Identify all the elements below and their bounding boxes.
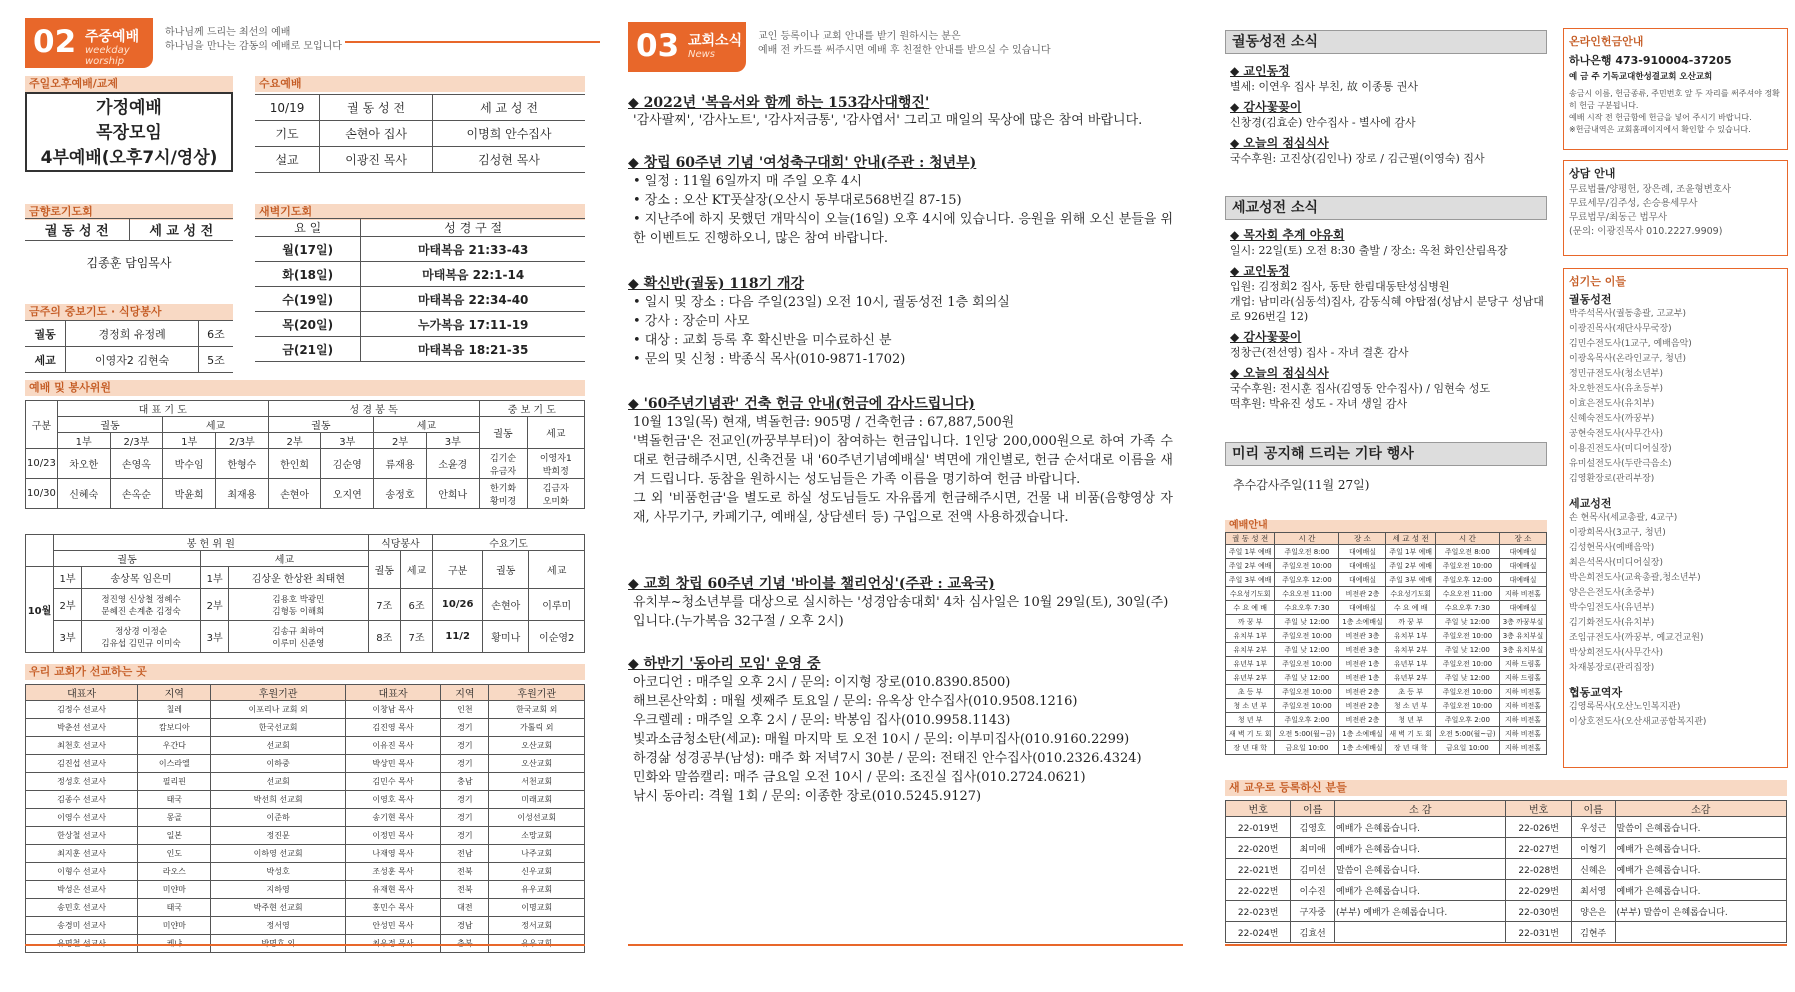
staff-item: 이효은전도사(유치부) [1569, 399, 1655, 409]
register-table: 번호 이름 소 감 번호 이름 소감 22-019번 김영호 예배가 은혜롭습니다. 22-026번 우성근 말씀이 은혜롭습니다. 22-020번 최미애 예배가 은혜롭습니다. 22-027번 이형기 예배가 은혜롭습니다. 22-021번 김미선 말씀이 은혜롭습니다. 22-028번 신혜은 예배가 은혜롭습니다. 22-022번 이수진 예배가 은혜롭습니다. 22-029번 최서영 예배가 은혜롭습니다. 22-023번 구자중 (부부) 예배가 은혜롭습니다. 22-030번 양은은 (부부) 말씀이 은혜롭습니다. 22-024번 김효선 22-031번 김현주 [1225, 800, 1787, 943]
staff-item: 조임규전도사(까꿍부, 예교건교원) [1569, 633, 1704, 643]
mission-table: 대표자 지역 후원기관 대표자 지역 후원기관 김정수 선교사 칠레 이포리나 교회 외 이창남 목사 인천 한국교회 외 박춘선 선교사 캄보디아 한국선교회 김진영 목사 경기 가톨릭 외 최천호 선교사 우간다 선교회 이유진 목사 경기 오산교회 김진섭 선교사 이스라엘 이하중 박상민 목사 경기 오산교회 정성호 선교사 필리핀 선교회 김민수 목사 충남 서천교회 김종수 선교사 태국 박선희 선교회 이영호 목사 경기 미래교회 이영수 선교사 몽골 이준하 송기현 목사 경기 이성선교회 한상철 선교사 일본 정진문 이정민 목사 경기 소망교회 최지훈 선교사 인도 이하영 선교회 나재영 목사 전남 나주교회 이형수 선교사 라오스 박성호 조성훈 목사 전북 신우교회 박성은 선교사 미얀마 지하영 유재현 목사 전북 유우교회 송민호 선교사 태국 박주현 선교회 홍민수 목사 대전 이명교회 송경미 선교사 미얀마 정서영 안성민 목사 경남 정서교회 [25, 684, 585, 953]
worship-row: 초 등 부 주일오전 10:00 비전관 2층 초 등 부 주일오전 10:00 지하 비전홀 [1226, 685, 1547, 699]
mission-row: 송경미 선교사 미얀마 정서영 안성민 목사 경남 정서교회 [26, 917, 585, 935]
staff-item: 박주석목사(궐동총괄, 고교부) [1569, 309, 1687, 319]
prayer-table: 궐동 경정희 유정례 6조 세교 이영자2 김현숙 5조 [25, 320, 233, 373]
page3-number-box [628, 22, 746, 72]
offering-table: 봉 헌 위 원 식당봉사 수요기도 궐동 세교 궐동 세교 구분 궐동 세교 10월 1부 송상목 임은미 1부 김상운 한상완 최태현 2부 정진영 신상철 정혜수 문혜진 손계춘 김정숙 2부 김용호 박광민 김형동 이해희 7조 6조 10/26 손현아 이루미 3부 정상경 이정순 김유섭 김민규 이미숙 3부 김송규 최하여 이루미 신준영 8조 7조 11/2 황미나 이순영2 [25, 534, 585, 653]
staff-item: 공현숙전도사(사무간사) [1569, 429, 1663, 439]
wed-section-label: 수요예배 [255, 76, 585, 92]
worship-row: 청 소 년 부 주일오전 10:00 비전관 2층 청 소 년 부 주일오전 10:00 지하 비전홀 [1226, 699, 1547, 713]
staff-item: 신혜숙전도사(까꿍부) [1569, 414, 1655, 424]
worship-guide-label: 예배안내 [1225, 520, 1547, 532]
worship-row: 주일 2부 예배 주일오전 10:00 대예배실 주일 2부 예배 주일오전 10:00 대예배실 [1226, 559, 1547, 573]
mission-row: 이영수 선교사 몽골 이준하 송기현 목사 경기 이성선교회 [26, 809, 585, 827]
worship-row: 청 년 부 주일오후 2:00 비전관 2층 청 년 부 주일오후 2:00 지하 비전홀 [1226, 713, 1547, 727]
page3-number: 03 [636, 28, 680, 64]
counsel-title: 상담 안내 [1569, 167, 1616, 180]
online-offering-title: 온라인헌금안내 [1569, 35, 1644, 48]
news-body-4: 10월 13일(목) 현재, 벽돌헌금: 905명 / 건축헌금 : 67,887,500원 '벽돌헌금'은 전교인(까꿍부부터)이 참여하는 헌금입니다. 1인당 200,000원으로 하여 가족 수대로 헌금해주시면, 신축건물 내 '60주년기념예배실' 벽면에 개인별로, 헌금 순서대로 이름을 새겨 드립니다. 동참을 원하시는 성도님들은 가족 이름을 명기하여 헌금 바랍니다. 그 외 '비품헌금'을 별도로 하실 성도님들도 자유롭게 헌금해주시면, 건물 내 비품(음향영상 자재, 사무기구, 카페기구, 예배실, 상담센터 등) 구입으로 전액 사용하겠습니다. [633, 415, 1173, 525]
sunday-section-label: 주일오후예배/교제 [25, 76, 233, 92]
segyo-news-title: 세교성전 소식 [1225, 196, 1547, 220]
staff-item: 이광진목사(재단사무국장) [1569, 324, 1672, 334]
news-title-1: ◆ 2022년 '복음서와 함께 하는 153감사대행진' [628, 95, 930, 111]
staff-item: 양은은전도사(초중부) [1569, 588, 1655, 598]
mission-row: 박춘선 선교사 캄보디아 한국선교회 김진영 목사 경기 가톨릭 외 [26, 719, 585, 737]
staff-segyo-title: 세교성전 [1569, 497, 1612, 510]
register-row: 22-019번 김영호 예배가 은혜롭습니다. 22-026번 우성근 말씀이 은혜롭습니다. [1226, 817, 1787, 838]
staff-item: 이상호전도사(오산새교공함복지관) [1569, 717, 1707, 727]
page2-bottom-rule [25, 944, 585, 946]
notice-body: 추수감사주일(11월 27일) [1233, 478, 1370, 492]
dawn-table: 요 일 성 경 구 절 월(17일) 마태복음 21:33-43 화(18일) 마태복음 22:1-14 수(19일) 마태복음 22:34-40 목(20일) 누가복음 17:11-19 금(21일) 마태복음 18:21-35 [255, 218, 585, 362]
mission-row: 송민호 선교사 태국 박주현 선교회 홍민수 목사 대전 이명교회 [26, 899, 585, 917]
register-row: 22-022번 이수진 예배가 은혜롭습니다. 22-029번 최서영 예배가 은혜롭습니다. [1226, 880, 1787, 901]
staff-title: 섬기는 이들 [1569, 275, 1626, 288]
page2-number-box [25, 18, 153, 68]
dawn-section-label: 새벽기도회 [255, 204, 585, 220]
register-row: 22-024번 김효선 22-031번 김현주 [1226, 922, 1787, 943]
gwol-news-title: 궐동성전 소식 [1225, 30, 1547, 54]
segyo-news: ◆ 목자회 추계 야유회 일시: 22일(토) 오전 8:30 출발 / 장소: 옥천 화인산림욕장 ◆ 교인동정 입원: 김정희2 집사, 동탄 한림대동탄성심병원 개업: 남미라(심동석)집사, 감동식혜 야탑점(성남시 분당구 성남대로 926번길 12) ◆ 감사꽃꽂이 정창근(전선영) 집사 - 자녀 결혼 감사 ◆ 오늘의 점심식사 국수후원: 전시훈 집사(김영동 안수집사) / 임현숙 성도 떡후원: 박유진 성도 - 자녀 생일 감사 [1230, 228, 1544, 410]
mission-row: 김진섭 선교사 이스라엘 이하중 박상민 목사 경기 오산교회 [26, 755, 585, 773]
worship-row: 유치부 2부 주일 낮 12:00 비전관 3층 유치부 2부 주일 낮 12:00 3층 유치부실 [1226, 643, 1547, 657]
staff-item: 최은석목사(미디어실장) [1569, 558, 1663, 568]
worship-row: 수요성기도회 수요오전 11:00 비전관 2층 수요성기도회 수요오전 11:00 지하 비전홀 [1226, 587, 1547, 601]
mission-row: 최천호 선교사 우간다 선교회 이유진 목사 경기 오산교회 [26, 737, 585, 755]
staff-coop-list [1569, 700, 1782, 730]
mission-row: 한상철 선교사 일본 정진문 이정민 목사 경기 소망교회 [26, 827, 585, 845]
page3-header [628, 22, 1183, 72]
service-section-label: 예배 및 봉사위원 [25, 380, 585, 396]
staff-item: 김민수전도사(1교구, 예배음악) [1569, 339, 1692, 349]
gwol-news: ◆ 교인동정 별세: 이연우 집사 부친, 故 이종통 권사 ◆ 감사꽃꽂이 신창경(김효순) 안수집사 - 별사에 감사 ◆ 오늘의 점심식사 국수후원: 고진상(김인나) 장로 / 김근필(이영숙) 집사 [1230, 64, 1485, 165]
worship-row: 장 년 대 학 금요일 10:00 1층 소예배실 장 년 대 학 금요일 10:00 지하 비전홀 [1226, 741, 1547, 755]
register-row: 22-023번 구자중 (부부) 예배가 은혜롭습니다. 22-030번 양은은 (부부) 말씀이 은혜롭습니다. [1226, 901, 1787, 922]
header-rule [345, 41, 600, 43]
page3-subtitle: News [688, 49, 716, 60]
page2-number: 02 [33, 24, 77, 60]
staff-item: 김기화전도사(유치부) [1569, 618, 1655, 628]
staff-item: 유미설전도사(두란극음소) [1569, 459, 1672, 469]
worship-row: 주일 3부 예배 주일오후 12:00 대예배실 주일 3부 예배 주일오후 12:00 대예배실 [1226, 573, 1547, 587]
staff-item: 박수임전도사(유년부) [1569, 603, 1655, 613]
staff-item: 김성현목사(예배음악) [1569, 543, 1655, 553]
mission-row: 김종수 선교사 태국 박선희 선교회 이영호 목사 경기 미래교회 [26, 791, 585, 809]
offering-note: 송금시 이름, 헌금종류, 주민번호 앞 두 자리를 써주셔야 정확히 헌금 구분됩니다. 예배 시작 전 헌금함에 헌금을 넣어 주시기 바랍니다. ※헌금내역은 교회홈페이지에서 확인할 수 있습니다. [1569, 89, 1780, 134]
staff-item: 이광옥목사(온라인교구, 청년) [1569, 354, 1687, 364]
worship-row: 까 꿍 부 주일 낮 12:00 1층 소예배실 까 꿍 부 주일 낮 12:00 3층 까꿍부실 [1226, 615, 1547, 629]
counsel-box: 상담 안내 무료법률/양평헌, 장은례, 조윤형변호사 무료세무/김주성, 손승용세무사 무료법무/최동근 법무사 (문의: 이광진목사 010.2227.9909) [1563, 160, 1788, 256]
staff-item: 차재봉장로(관리집장) [1569, 663, 1655, 673]
news-title-5: ◆ 교회 창립 60주년 기념 '바이블 챌리언싱'(주관 : 교육국) [628, 576, 995, 592]
service-table: 구분 대 표 기 도 성 경 봉 독 중 보 기 도 궐동 세교 궐동 세교 궐동 세교 1부 2/3부 1부 2/3부 2부 3부 2부 3부 10/23 차오한 손영옥 박수임 한형수 한인희 김순영 류재용 소윤경 김기순 유금자 이영자1 박희정 10/30 신혜숙 손옥순 박윤희 최재용 손현아 오지연 송정호 안희나 한기화 황미경 김금자 오미화 [25, 400, 585, 509]
page-2 [0, 0, 610, 992]
staff-item: 박상희전도사(사무간사) [1569, 648, 1663, 658]
mission-row: 최지훈 선교사 인도 이하영 선교회 나재영 목사 전남 나주교회 [26, 845, 585, 863]
fri-preacher: 김종훈 담임목사 [86, 256, 172, 270]
offering-holder: 예 금 주 기독교대한성결교회 오산교회 [1569, 72, 1713, 82]
worship-row: 유년부 2부 주일 낮 12:00 비전관 1층 유년부 2부 주일 낮 12:00 지하 드림홀 [1226, 671, 1547, 685]
news-body-2: • 일정 : 11월 6일까지 매 주일 오후 4시 • 장소 : 오산 KT풋살장(오산시 동부대로568번길 87-15) • 지난주에 하지 못했던 개막식이 오늘(16일) 오후 4시에 있습니다. 응원을 위해 오신 분들을 위한 이벤트도 진행하오니, 많은 참여 바랍니다. [633, 174, 1174, 246]
staff-item: 이용진전도사(미디어실장) [1569, 444, 1672, 454]
staff-item: 손 현목사(세교총괄, 4교구) [1569, 513, 1678, 523]
register-row: 22-020번 최미애 예배가 은혜롭습니다. 22-027번 이형기 예배가 은혜롭습니다. [1226, 838, 1787, 859]
mission-row: 박성은 선교사 미얀마 지하영 유재현 목사 전북 유우교회 [26, 881, 585, 899]
news-title-4: ◆ '60주년기념관' 건축 헌금 안내(헌금에 감사드립니다) [628, 396, 975, 412]
news-body-5: 유치부~청소년부를 대상으로 실시하는 '성경암송대회' 4차 심사일은 10월 29일(토), 30일(주)입니다.(누가복음 32구절 / 오후 2시) [633, 595, 1169, 629]
staff-item: 이광희목사(3교구, 청년) [1569, 528, 1666, 538]
wed-table: 10/19 궐 동 성 전 세 교 성 전 기도 손현아 집사 이명희 안수집사 설교 이광진 목사 김성현 목사 [255, 94, 585, 173]
news-body-3: • 일시 및 장소 : 다음 주일(23일) 오전 10시, 궐동성전 1층 회의실 • 강사 : 장순미 사모 • 대상 : 교회 등록 후 확신반을 미수료하신 분 • 문의 및 신청 : 박종식 목사(010-9871-1702) [633, 295, 1010, 367]
page3-description: 교인 등록이나 교회 안내를 받기 원하시는 분은 예배 전 카드를 써주시면 예배 후 친절한 안내를 받으실 수 있습니다 [758, 31, 1051, 56]
fri-section-label: 금향로기도회 [25, 204, 233, 220]
mission-row: 이형수 선교사 라오스 박성호 조성훈 목사 전북 신우교회 [26, 863, 585, 881]
staff-gwol-title: 궐동성전 [1569, 293, 1612, 306]
register-label: 새 교우로 등록하신 분들 [1225, 780, 1787, 796]
worship-guide-table: 궐 동 성 전 시 간 장 소 세 교 성 전 시 간 장 소 주일 1부 예배 주일오전 8:00 대예배실 주일 1부 예배 주일오전 8:00 대예배실 주일 2부 예배 주일오전 10:00 대예배실 주일 2부 예배 주일오전 10:00 대예배실 주일 3부 예배 주일오후 12:00 대예배실 주일 3부 예배 주일오후 12:00 대예배실 수요성기도회 수요오전 11:00 비전관 2층 수요성기도회 수요오전 11:00 지하 비전홀 수 요 예 배 수요오후 7:30 대예배실 수 요 예 배 수요오후 7:30 대예배실 까 꿍 부 주일 낮 12:00 1층 소예배실 까 꿍 부 주일 낮 12:00 3층 까꿍부실 유치부 1부 주일오전 10:00 비전관 3층 유치부 1부 주일오전 10:00 3층 유치부실 유치부 2부 주일 낮 12:00 비전관 3층 유치부 2부 주일 낮 12:00 3층 유치부실 유년부 1부 주일오전 10:00 비전관 1층 유년부 1부 주일오전 10:00 지하 드림홀 유년부 2부 주일 낮 12:00 비전관 1층 유년부 2부 주일 낮 12:00 지하 드림홀 초 등 부 주일오전 10:00 비전관 2층 초 등 부 주일오전 10:00 지하 비전홀 청 소 년 부 주일오전 10:00 비전관 2층 청 소 년 부 주일오전 10:00 지하 비전홀 청 년 부 주일오후 2:00 비전관 2층 청 년 부 주일오후 2:00 지하 비전홀 새 벽 기 도 회 오전 5:00(월~금) 1층 소예배실 새 벽 기 도 회 오전 5:00(월~금) 지하 비전홀 장 년 대 학 금요일 10:00 1층 소예배실 장 년 대 학 금요일 10:00 지하 비전홀 [1225, 532, 1547, 755]
offering-account: 하나은행 473-910004-37205 [1569, 54, 1732, 67]
sunday-box: 가정예배 목장모임 4부예배(오후7시/영상) [25, 92, 233, 172]
worship-row: 주일 1부 예배 주일오전 8:00 대예배실 주일 1부 예배 주일오전 8:00 대예배실 [1226, 545, 1547, 559]
page2-header [25, 18, 585, 68]
news-body-1: '감사팔찌', '감사노트', '감사저금통', '감사엽서' 그리고 매일의 묵상에 많은 참여 바랍니다. [633, 113, 1143, 128]
staff-item: 차오한전도사(유초등부) [1569, 384, 1663, 394]
news-title-6: ◆ 하반기 '동아리 모임' 운영 중 [628, 656, 821, 672]
register-row: 22-021번 김미선 말씀이 은혜롭습니다. 22-028번 신혜은 예배가 은혜롭습니다. [1226, 859, 1787, 880]
page2-title: 주중예배 [85, 29, 140, 45]
staff-segyo-list [1569, 511, 1782, 676]
worship-row: 새 벽 기 도 회 오전 5:00(월~금) 1층 소예배실 새 벽 기 도 회 오전 5:00(월~금) 지하 비전홀 [1226, 727, 1547, 741]
mission-section-label: 우리 교회가 선교하는 곳 [25, 664, 585, 680]
page3-title: 교회소식 [688, 33, 743, 49]
news-title-3: ◆ 확신반(궐동) 118기 개강 [628, 276, 805, 292]
staff-item: 박은희전도사(교육총괄,청소년부) [1569, 573, 1701, 583]
worship-row: 수 요 예 배 수요오후 7:30 대예배실 수 요 예 배 수요오후 7:30 대예배실 [1226, 601, 1547, 615]
news-body-6: 아코디언 : 매주일 오후 2시 / 문의: 이지형 장로(010.8390.8500) 해브론산악회 : 매월 셋째주 토요일 / 문의: 유옥상 안수집사(010.9508.1216) 우크렐레 : 매주일 오후 2시 / 문의: 박봉임 집사(010.9958.1143) 빛과소금청소탄(세교): 매월 마지막 토 오전 10시 / 문의: 이부미집사(010.9160.2299) 하경삶 성경공부(남성): 매주 화 저녁7시 30분 / 문의: 전태진 안수집사(010.2326.4324) 민화와 말씀캘리: 매주 금요일 오전 10시 / 문의: 조진실 집사(010.2724.0621) 낚시 동아리: 격월 1회 / 문의: 이종한 장로(010.5245.9127) [633, 675, 1142, 804]
worship-row: 유년부 1부 주일오전 10:00 비전관 1층 유년부 1부 주일오전 10:00 지하 드림홀 [1226, 657, 1547, 671]
page2-description: 하나님께 드리는 최선의 예배 하나님을 만나는 감동의 예배로 모입니다 [165, 27, 342, 52]
prayer-section-label: 금주의 중보기도 · 식당봉사 [25, 304, 233, 320]
mission-row: 김정수 선교사 칠레 이포리나 교회 외 이창남 목사 인천 한국교회 외 [26, 701, 585, 719]
fri-table: 궐 동 성 전 세 교 성 전 [25, 218, 233, 241]
news-bottom-rule [628, 944, 1183, 946]
online-offering-box [1563, 28, 1788, 150]
staff-coop-title: 협동교역자 [1569, 686, 1623, 699]
page3-bottom-rule [1225, 944, 1787, 946]
mission-row: 정성호 선교사 필리핀 선교회 김민수 목사 충남 서천교회 [26, 773, 585, 791]
staff-gwol-list [1569, 307, 1782, 487]
staff-item: 김영록목사(오산노인복지관) [1569, 702, 1681, 712]
notice-title: 미리 공지해 드리는 기타 행사 [1225, 442, 1547, 466]
news-title-2: ◆ 창립 60주년 기념 '여성축구대회' 안내(주관 : 청년부) [628, 155, 977, 171]
page-3 [625, 0, 1795, 992]
page2-subtitle: weekday worship [85, 45, 130, 67]
worship-row: 유치부 1부 주일오전 10:00 비전관 3층 유치부 1부 주일오전 10:00 3층 유치부실 [1226, 629, 1547, 643]
staff-item: 정민규전도사(청소년부) [1569, 369, 1663, 379]
staff-box [1563, 268, 1788, 768]
staff-item: 김영환장로(관리부장) [1569, 474, 1655, 484]
